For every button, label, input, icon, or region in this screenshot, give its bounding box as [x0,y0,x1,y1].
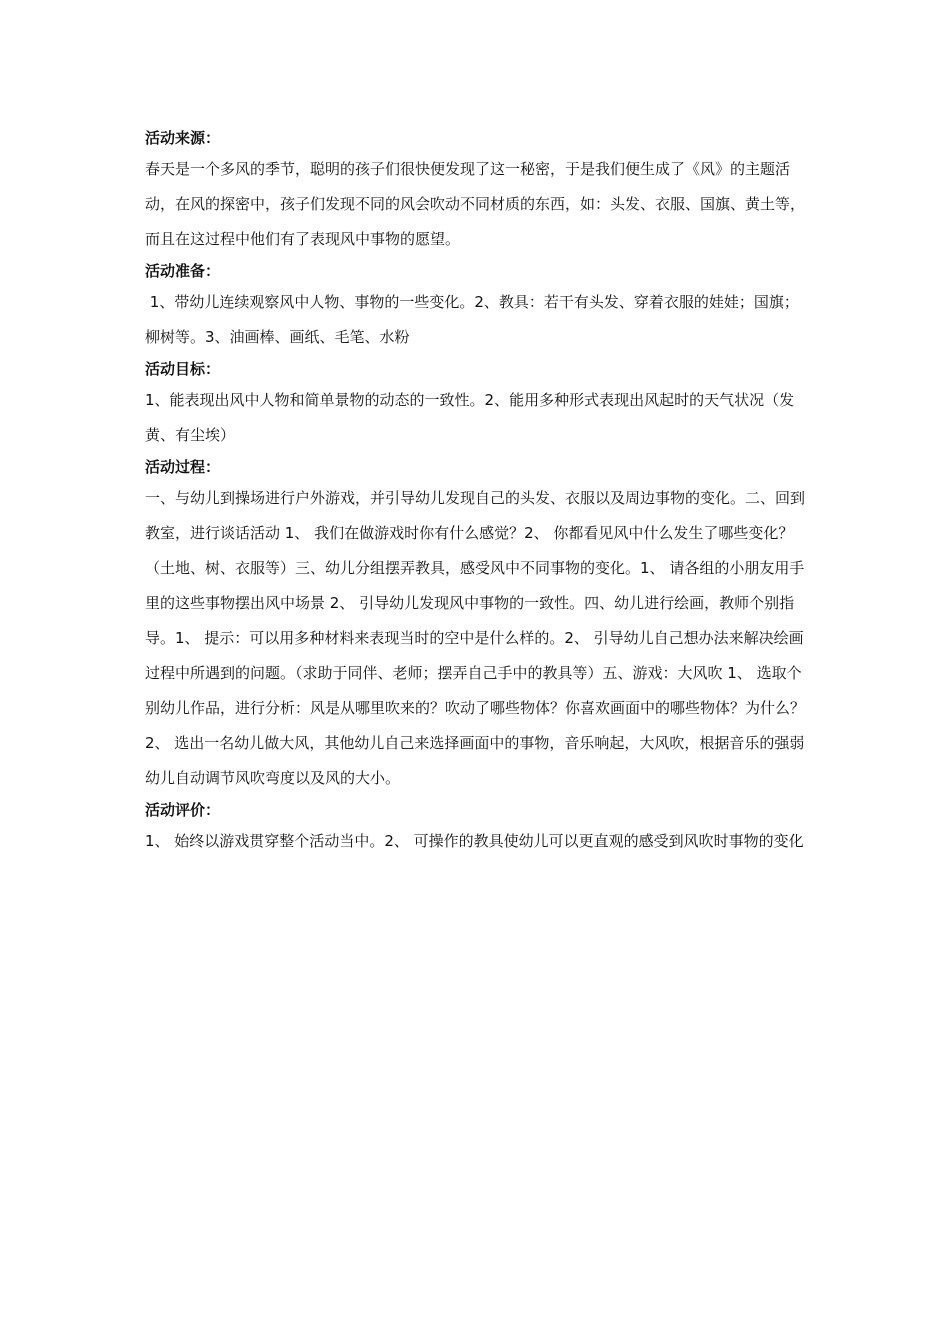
section-goals [145,355,810,453]
section-heading-source: 活动来源： [145,129,221,147]
section-source [145,124,810,257]
section-text-process: 一、与幼儿到操场进行户外游戏，并引导幼儿发现自己的头发、衣服以及周边事物的变化。二、回到教室，进行谈话活动 1、 我们在做游戏时你有什么感觉？2、 你都看见风中什么发生了哪些变化？（土地、树、衣服等）三、幼儿分组摆弄教具，感受风中不同事物的变化。1、 请各组的小朋友用手里的这些事物摆出风中场景 2、 引导幼儿发现风中事物的一致性。四、幼儿进行绘画，教师个别指导。1、 提示：可以用多种材料来表现当时的空中是什么样的。2、 引导幼儿自己想办法来解决绘画过程中所遇到的问题。（求助于同伴、老师；摆弄自己手中的教具等）五、游戏：大风吹 1、 选取个别幼儿作品，进行分析：风是从哪里吹来的？吹动了哪些物体？你喜欢画面中的哪些物体？为什么？2、 选出一名幼儿做大风，其他幼儿自己来选择画面中的事物，音乐响起，大风吹，根据音乐的强弱幼儿自动调节风吹弯度以及风的大小。 [145,489,806,787]
section-text-evaluation: 1、 始终以游戏贯穿整个活动当中。2、 可操作的教具使幼儿可以更直观的感受到风吹时事物的变化 [145,832,804,850]
section-text-goals: 1、能表现出风中人物和简单景物的动态的一致性。2、能用多种形式表现出风起时的天气状况（发黄、有尘埃） [145,391,795,444]
section-text-preparation: 1、带幼儿连续观察风中人物、事物的一些变化。2、教具：若干有头发、穿着衣服的娃娃；国旗；柳树等。3、油画棒、画纸、毛笔、水粉 [145,293,799,346]
section-text-source: 春天是一个多风的季节，聪明的孩子们很快便发现了这一秘密，于是我们便生成了《风》的主题活动，在风的探密中，孩子们发现不同的风会吹动不同材质的东西，如：头发、衣服、国旗、黄土等，而且在这过程中他们有了表现风中事物的愿望。 [145,160,806,248]
section-evaluation [145,796,810,859]
document-body [145,124,810,859]
section-heading-process: 活动过程： [145,458,221,476]
section-process [145,453,810,796]
section-heading-preparation: 活动准备： [145,262,221,280]
section-heading-evaluation: 活动评价： [145,801,221,819]
section-heading-goals: 活动目标： [145,360,221,378]
section-preparation [145,257,810,355]
